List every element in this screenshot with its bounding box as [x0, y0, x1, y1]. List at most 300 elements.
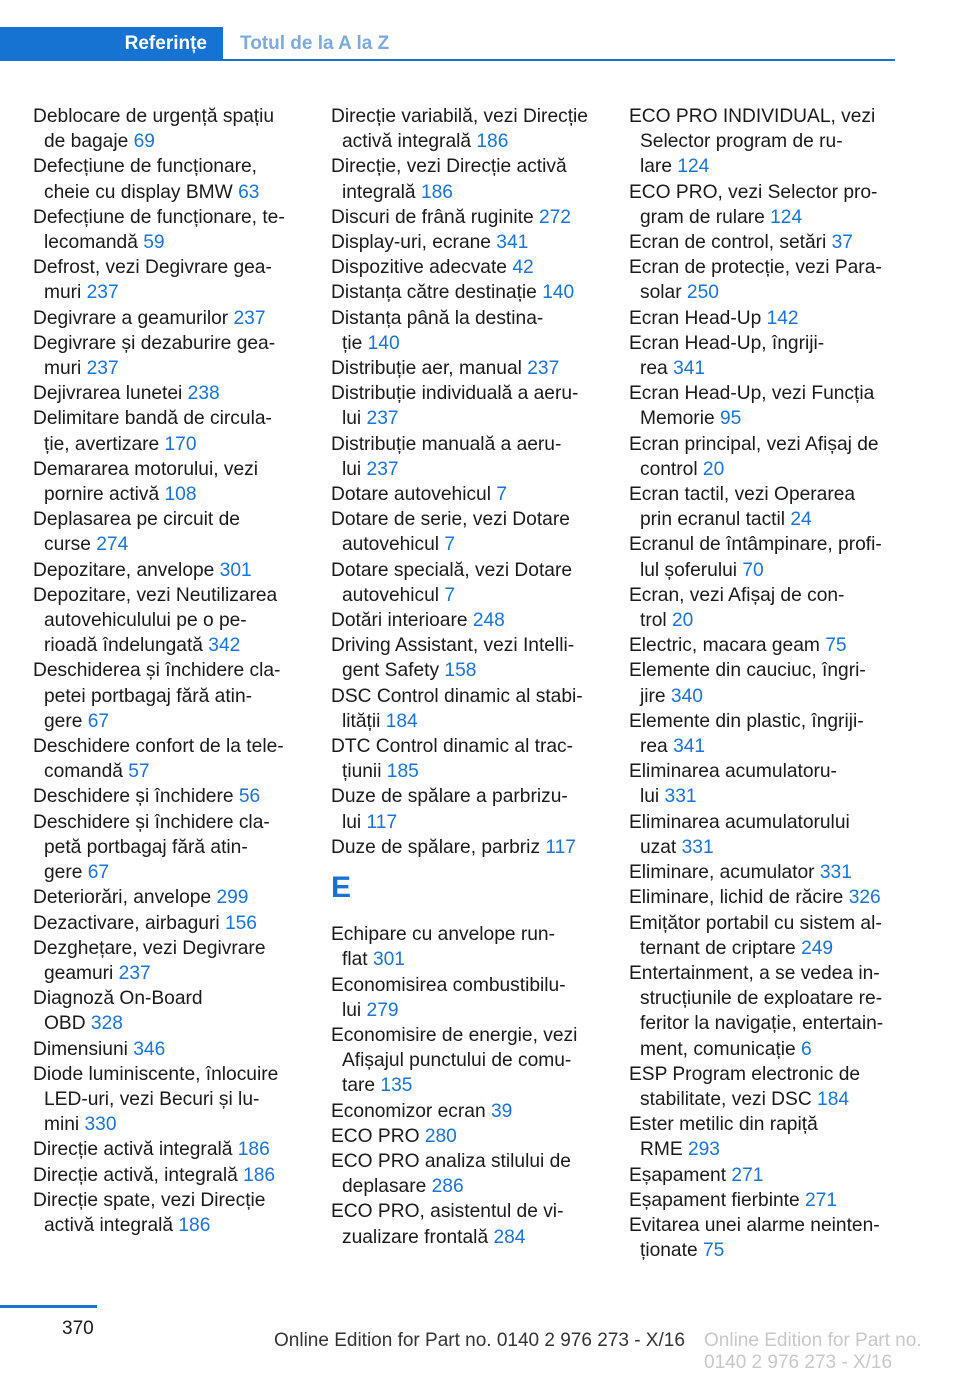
entry-text: Memorie	[640, 408, 720, 430]
entry-text: prin ecranul tactil	[640, 509, 791, 531]
page-reference-link[interactable]: 108	[164, 484, 197, 506]
page-reference-link[interactable]: 37	[831, 232, 853, 254]
index-entry	[331, 230, 603, 255]
entry-text: rea	[640, 358, 674, 380]
page-reference-link[interactable]: 279	[366, 999, 399, 1021]
entry-text: lare	[640, 156, 678, 178]
index-entry	[33, 734, 305, 784]
entry-text: rioadă îndelungată	[44, 635, 209, 657]
entry-text: autovehicul	[342, 584, 445, 606]
index-entry	[331, 306, 603, 356]
page-reference-link[interactable]: 331	[681, 836, 714, 858]
index-entry	[33, 558, 305, 583]
entry-text: Discuri de frână ruginite	[331, 206, 539, 228]
index-entries-e	[331, 922, 603, 1250]
entry-text: Display-uri, ecrane	[331, 232, 497, 254]
index-entry	[331, 432, 603, 482]
page-reference-link[interactable]: 42	[512, 257, 534, 279]
index-entry	[331, 255, 603, 280]
page-reference-link[interactable]: 284	[493, 1226, 526, 1248]
tab-referinte[interactable]: Referințe	[0, 27, 223, 60]
entry-text: flat	[342, 949, 373, 971]
page-reference-link[interactable]: 56	[238, 786, 261, 808]
page-reference-link[interactable]: 328	[90, 1013, 123, 1035]
page-reference-link[interactable]: 59	[143, 232, 165, 254]
page-reference-link[interactable]: 237	[86, 282, 119, 304]
entry-text: Ester metilic din rapiță	[629, 1114, 818, 1136]
index-entry	[629, 230, 901, 255]
index-entry	[629, 104, 901, 180]
page-reference-link[interactable]: 186	[237, 1139, 270, 1161]
entry-text: Duze de spălare, parbriz	[331, 836, 546, 858]
entry-text: autovehiculului pe o pe‐	[44, 610, 247, 632]
entry-text: Eșapament fierbinte	[629, 1189, 805, 1211]
entry-text: rea	[640, 736, 674, 758]
page-reference-link[interactable]: 67	[87, 710, 110, 732]
page-reference-link[interactable]: 24	[790, 509, 812, 531]
index-entry	[33, 406, 305, 456]
entry-text: Degivrare și dezaburire gea‐	[33, 332, 276, 354]
page-reference-link[interactable]: 326	[848, 887, 881, 909]
entry-text: ționate	[640, 1240, 703, 1262]
entry-text: mini	[44, 1114, 85, 1136]
page-reference-link[interactable]: 340	[670, 685, 703, 707]
page-reference-link[interactable]: 124	[677, 156, 710, 178]
index-entry	[33, 1137, 305, 1162]
index-entry	[331, 1199, 603, 1249]
entry-text: Elemente din plastic, îngriji‐	[629, 710, 864, 732]
index-entries-d	[331, 104, 603, 860]
entry-text: Dezghețare, vezi Degivrare	[33, 937, 266, 959]
entry-text: stabilitate, vezi DSC	[640, 1088, 818, 1110]
entry-text: Direcție activă integrală	[33, 1139, 238, 1161]
page-reference-link[interactable]: 249	[801, 937, 834, 959]
entry-text: trol	[640, 610, 672, 632]
index-entry	[33, 986, 305, 1036]
page-reference-link[interactable]: 135	[380, 1075, 413, 1097]
entry-text: lui	[640, 786, 665, 808]
entry-text: geamuri	[44, 962, 119, 984]
entry-text: uzat	[640, 836, 682, 858]
index-entry	[629, 961, 901, 1062]
index-entry	[629, 180, 901, 230]
entry-text: Echipare cu anvelope run-	[331, 924, 555, 946]
entry-text: Distribuție aer, manual	[331, 358, 528, 380]
entry-text: Dezactivare, airbaguri	[33, 912, 225, 934]
entry-text: Dotare specială, vezi Dotare	[331, 559, 573, 581]
entry-text: Defecțiune de funcționare,	[33, 156, 258, 178]
entry-text: lui	[342, 999, 367, 1021]
entry-text: ECO PRO, asistentul de vi‐	[331, 1201, 564, 1223]
index-entry	[33, 507, 305, 557]
page-reference-link[interactable]: 69	[133, 131, 155, 153]
page-reference-link[interactable]: 341	[496, 232, 529, 254]
entry-text: DTC Control dinamic al trac‐	[331, 736, 574, 758]
index-column-3	[629, 104, 901, 1263]
index-column-1	[33, 104, 305, 1238]
entry-text: lui	[342, 408, 367, 430]
index-entry	[33, 885, 305, 910]
page-reference-link[interactable]: 39	[490, 1100, 513, 1122]
entry-text: jire	[640, 685, 671, 707]
page-reference-link[interactable]: 75	[702, 1240, 725, 1262]
page-reference-link[interactable]: 57	[128, 761, 150, 783]
index-entry	[331, 633, 603, 683]
entry-text: Emițător portabil cu sistem al‐	[629, 912, 882, 934]
index-entry	[33, 104, 305, 154]
index-entry	[331, 104, 603, 154]
entry-text: ECO PRO INDIVIDUAL, vezi	[629, 106, 876, 127]
entry-text: DSC Control dinamic al stabi‐	[331, 685, 583, 707]
page-reference-link[interactable]: 7	[444, 534, 456, 556]
index-entry	[33, 936, 305, 986]
entry-text: Direcție, vezi Direcție activă	[331, 156, 567, 178]
entry-text: Direcție variabilă, vezi Direcție	[331, 106, 588, 127]
edition-note: Online Edition for Part no. 0140 2 976 273 - X/16	[274, 1330, 685, 1351]
page-reference-link[interactable]: 250	[686, 282, 719, 304]
entry-text: Deschidere și închidere	[33, 786, 239, 808]
page-reference-link[interactable]: 346	[133, 1038, 166, 1060]
entry-text: OBD	[44, 1013, 91, 1035]
entry-text: Delimitare bandă de circula‐	[33, 408, 272, 430]
entry-text: lității	[342, 710, 386, 732]
entry-text: Dotări interioare	[331, 610, 473, 632]
entry-text: lecomandă	[44, 232, 144, 254]
index-entry	[331, 507, 603, 557]
entry-text: lul șoferului	[640, 559, 743, 581]
entry-text: gere	[44, 710, 88, 732]
index-entry	[33, 306, 305, 331]
page-reference-link[interactable]: 272	[538, 206, 571, 228]
index-entry	[331, 1124, 603, 1149]
entry-text: ECO PRO, vezi Selector pro‐	[629, 181, 878, 203]
page-reference-link[interactable]: 237	[366, 458, 399, 480]
page-reference-link[interactable]: 237	[366, 408, 399, 430]
entry-text: ESP Program electronic de	[629, 1063, 861, 1085]
entry-text: feritor la navigație, entertain‐	[640, 1013, 884, 1035]
page-reference-link[interactable]: 117	[545, 836, 576, 858]
entry-text: ție	[342, 332, 368, 354]
entry-text: Deschidere confort de la tele‐	[33, 736, 284, 758]
entry-text: Distribuție manuală a aeru‐	[331, 433, 562, 455]
entry-text: Driving Assistant, vezi Intelli‐	[331, 635, 575, 657]
index-entry	[33, 1188, 305, 1238]
entry-text: gent Safety	[342, 660, 445, 682]
index-entry	[331, 482, 603, 507]
page-reference-link[interactable]: 158	[444, 660, 477, 682]
entry-text: Eliminarea acumulatoru‐	[629, 761, 837, 783]
page-reference-link[interactable]: 63	[238, 181, 260, 203]
index-entry	[331, 1023, 603, 1099]
index-entry	[629, 911, 901, 961]
entry-text: zualizare frontală	[342, 1226, 494, 1248]
index-entry	[33, 1037, 305, 1062]
watermark: Online Edition for Part no. 0140 2 976 273 - X/16	[704, 1330, 922, 1373]
section-letter: E	[331, 871, 352, 905]
index-entry	[331, 973, 603, 1023]
page-reference-link[interactable]: 286	[431, 1176, 464, 1198]
index-entry	[629, 482, 901, 532]
entry-text: Distribuție individuală a aeru‐	[331, 383, 579, 405]
entry-text: curse	[44, 534, 97, 556]
entry-text: LED-uri, vezi Becuri și lu‐	[44, 1088, 260, 1110]
index-entry	[33, 255, 305, 305]
index-entry	[33, 1062, 305, 1138]
page-reference-link[interactable]: 341	[673, 358, 706, 380]
entry-text: Dispozitive adecvate	[331, 257, 513, 279]
index-entry	[331, 558, 603, 608]
entry-text: Deschiderea și închidere cla‐	[33, 660, 281, 682]
page-reference-link[interactable]: 20	[702, 458, 725, 480]
page-reference-link[interactable]: 142	[766, 307, 799, 329]
page-reference-link[interactable]: 95	[719, 408, 742, 430]
page-reference-link[interactable]: 140	[367, 332, 400, 354]
index-entry	[331, 734, 603, 784]
entry-text: de bagaje	[44, 131, 134, 153]
entry-text: Ecranul de întâmpinare, profi‐	[629, 534, 882, 556]
index-entry	[331, 835, 603, 860]
page-reference-link[interactable]: 185	[386, 761, 419, 783]
page-reference-link[interactable]: 301	[219, 559, 252, 581]
page-reference-link[interactable]: 342	[208, 635, 241, 657]
index-entry	[629, 432, 901, 482]
page-reference-link[interactable]: 301	[372, 949, 405, 971]
entry-text: Eliminarea acumulatorului	[629, 811, 850, 833]
index-entry	[33, 154, 305, 204]
page-reference-link[interactable]: 237	[86, 358, 119, 380]
entry-text: Direcție activă, integrală	[33, 1164, 244, 1186]
entry-text: activă integrală	[44, 1214, 179, 1236]
entry-text: lui	[342, 458, 367, 480]
index-entry	[33, 457, 305, 507]
page-reference-link[interactable]: 140	[542, 282, 575, 304]
page-reference-link[interactable]: 70	[742, 559, 764, 581]
entry-text: Ecran de control, setări	[629, 232, 832, 254]
entry-text: Deteriorări, anvelope	[33, 887, 217, 909]
index-entry	[629, 759, 901, 809]
page-reference-link[interactable]: 299	[216, 887, 249, 909]
entry-text: Ecran tactil, vezi Operarea	[629, 484, 856, 506]
index-entry	[331, 280, 603, 305]
entry-text: cheie cu display BMW	[44, 181, 239, 203]
entry-text: ție, avertizare	[44, 433, 165, 455]
index-entry	[629, 709, 901, 759]
entry-text: Afișajul punctului de comu‐	[342, 1050, 572, 1072]
index-entry	[629, 658, 901, 708]
index-entry	[629, 381, 901, 431]
page-reference-link[interactable]: 184	[817, 1088, 850, 1110]
index-entry	[629, 1188, 901, 1213]
entry-text: Dimensiuni	[33, 1038, 134, 1060]
index-entry	[629, 1062, 901, 1112]
entry-text: Deblocare de urgență spațiu	[33, 106, 275, 127]
page-reference-link[interactable]: 186	[420, 181, 453, 203]
entry-text: Dotare de serie, vezi Dotare	[331, 509, 570, 531]
page-reference-link[interactable]: 237	[233, 307, 266, 329]
index-entry	[629, 331, 901, 381]
index-entry	[629, 810, 901, 860]
page-reference-link[interactable]: 184	[385, 710, 418, 732]
entry-text: gram de rulare	[640, 206, 771, 228]
page-reference-link[interactable]: 271	[731, 1164, 764, 1186]
index-entry	[629, 583, 901, 633]
index-entry	[33, 205, 305, 255]
page-reference-link[interactable]: 186	[178, 1214, 211, 1236]
index-entry	[33, 911, 305, 936]
page-reference-link[interactable]: 186	[243, 1164, 276, 1186]
entry-text: RME	[640, 1139, 688, 1161]
index-entry	[629, 1163, 901, 1188]
index-entry	[629, 1213, 901, 1263]
page-reference-link[interactable]: 7	[444, 584, 456, 606]
page-reference-link[interactable]: 271	[805, 1189, 838, 1211]
entry-text: ternant de criptare	[640, 937, 802, 959]
entry-text: Eliminare, acumulator	[629, 862, 820, 884]
entry-text: Electric, macara geam	[629, 635, 826, 657]
entry-text: Economizor ecran	[331, 1100, 491, 1122]
page-reference-link[interactable]: 280	[424, 1125, 457, 1147]
entry-text: Selector program de ru‐	[640, 131, 843, 153]
page-reference-link[interactable]: 6	[801, 1038, 812, 1060]
page-header	[0, 0, 960, 62]
entry-text: tare	[342, 1075, 381, 1097]
index-entry	[629, 633, 901, 658]
page-reference-link[interactable]: 237	[527, 358, 560, 380]
page-reference-link[interactable]: 170	[164, 433, 197, 455]
page-reference-link[interactable]: 248	[472, 610, 505, 632]
entry-text: petă portbagaj fără atin‐	[44, 836, 248, 858]
entry-text: Ecran de protecție, vezi Para‐	[629, 257, 882, 279]
index-entry	[331, 922, 603, 972]
entry-text: Distanța către destinație	[331, 282, 543, 304]
entry-text: activă integrală	[342, 131, 477, 153]
entry-text: Distanța până la destina‐	[331, 307, 544, 329]
entry-text: control	[640, 458, 703, 480]
page-reference-link[interactable]: 237	[118, 962, 151, 984]
entry-text: Eșapament	[629, 1164, 732, 1186]
index-entry	[629, 1112, 901, 1162]
index-entry	[629, 255, 901, 305]
entry-text: pornire activă	[44, 484, 165, 506]
entry-text: Defecțiune de funcționare, te‐	[33, 206, 285, 228]
footer-divider	[0, 1305, 97, 1308]
page-reference-link[interactable]: 293	[687, 1139, 720, 1161]
entry-text: muri	[44, 282, 87, 304]
index-entry	[33, 331, 305, 381]
entry-text: muri	[44, 358, 87, 380]
page-reference-link[interactable]: 274	[96, 534, 129, 556]
entry-text: deplasare	[342, 1176, 432, 1198]
index-entry	[33, 784, 305, 809]
entry-text: comandă	[44, 761, 129, 783]
index-entry	[331, 154, 603, 204]
entry-text: Duze de spălare a parbrizu‐	[331, 786, 568, 808]
page-reference-link[interactable]: 117	[366, 811, 398, 833]
entry-text: Diagnoză On-Board	[33, 988, 203, 1010]
page-number: 370	[62, 1318, 94, 1339]
entry-text: Economisirea combustibilu‐	[331, 974, 566, 996]
entry-text: Direcție spate, vezi Direcție	[33, 1189, 266, 1211]
page-reference-link[interactable]: 75	[825, 635, 847, 657]
index-entry	[331, 784, 603, 834]
page-reference-link[interactable]: 67	[87, 862, 110, 884]
entry-text: ECO PRO analiza stilului de	[331, 1150, 571, 1172]
page-reference-link[interactable]: 186	[476, 131, 509, 153]
page-reference-link[interactable]: 156	[224, 912, 257, 934]
index-entry	[33, 810, 305, 886]
entry-text: Ecran principal, vezi Afișaj de	[629, 433, 879, 455]
entry-text: Entertainment, a se vedea in‐	[629, 962, 880, 984]
page-reference-link[interactable]: 330	[84, 1114, 117, 1136]
index-entry	[331, 684, 603, 734]
entry-text: integrală	[342, 181, 421, 203]
entry-text: Evitarea unei alarme neinten‐	[629, 1214, 880, 1236]
entry-text: Ecran Head-Up	[629, 307, 767, 329]
entry-text: Dejivrarea lunetei	[33, 383, 188, 405]
entry-text: gere	[44, 862, 88, 884]
entry-text: Eliminare, lichid de răcire	[629, 887, 849, 909]
index-entry	[33, 583, 305, 659]
entry-text: Economisire de energie, vezi	[331, 1024, 578, 1046]
entry-text: autovehicul	[342, 534, 445, 556]
page-reference-link[interactable]: 331	[664, 786, 697, 808]
entry-text: Defrost, vezi Degivrare gea‐	[33, 257, 272, 279]
index-entry	[331, 381, 603, 431]
index-column-2	[331, 104, 603, 1250]
index-entry	[331, 608, 603, 633]
entry-text: ment, comunicație	[640, 1038, 802, 1060]
entry-text: solar	[640, 282, 687, 304]
entry-text: lui	[342, 811, 367, 833]
page-reference-link[interactable]: 7	[496, 484, 507, 506]
index-entry	[629, 860, 901, 885]
header-divider	[0, 59, 895, 61]
entry-text: țiunii	[342, 761, 387, 783]
page-reference-link[interactable]: 238	[187, 383, 220, 405]
index-entry	[629, 532, 901, 582]
entry-text: Elemente din cauciuc, îngri‐	[629, 660, 866, 682]
entry-text: Ecran, vezi Afișaj de con‐	[629, 584, 845, 606]
entry-text: ECO PRO	[331, 1125, 425, 1147]
index-entry	[629, 885, 901, 910]
page-reference-link[interactable]: 20	[672, 610, 694, 632]
entry-text: Depozitare, anvelope	[33, 559, 220, 581]
index-entry	[33, 381, 305, 406]
index-entry	[331, 1149, 603, 1199]
index-entry	[33, 658, 305, 734]
entry-text: Demararea motorului, vezi	[33, 458, 259, 480]
entry-text: Deschidere și închidere cla‐	[33, 811, 270, 833]
tab-totul-de-la-a-la-z[interactable]: Totul de la A la Z	[240, 32, 390, 54]
page-reference-link[interactable]: 124	[770, 206, 803, 228]
index-entry	[33, 1163, 305, 1188]
entry-text: Depozitare, vezi Neutilizarea	[33, 584, 278, 606]
index-entry	[331, 356, 603, 381]
entry-text: Degivrare a geamurilor	[33, 307, 234, 329]
index-entry	[629, 306, 901, 331]
index-entry	[331, 1099, 603, 1124]
page-reference-link[interactable]: 341	[673, 736, 706, 758]
entry-text: Ecran Head-Up, vezi Funcția	[629, 383, 875, 405]
index-entry	[331, 205, 603, 230]
entry-text: Deplasarea pe circuit de	[33, 509, 240, 531]
entry-text: Diode luminiscente, înlocuire	[33, 1063, 279, 1085]
entry-text: petei portbagaj fără atin‐	[44, 685, 252, 707]
entry-text: Ecran Head-Up, îngriji‐	[629, 332, 825, 354]
page-reference-link[interactable]: 331	[819, 862, 852, 884]
entry-text: strucțiunile de exploatare re‐	[640, 988, 883, 1010]
entry-text: Dotare autovehicul	[331, 484, 497, 506]
